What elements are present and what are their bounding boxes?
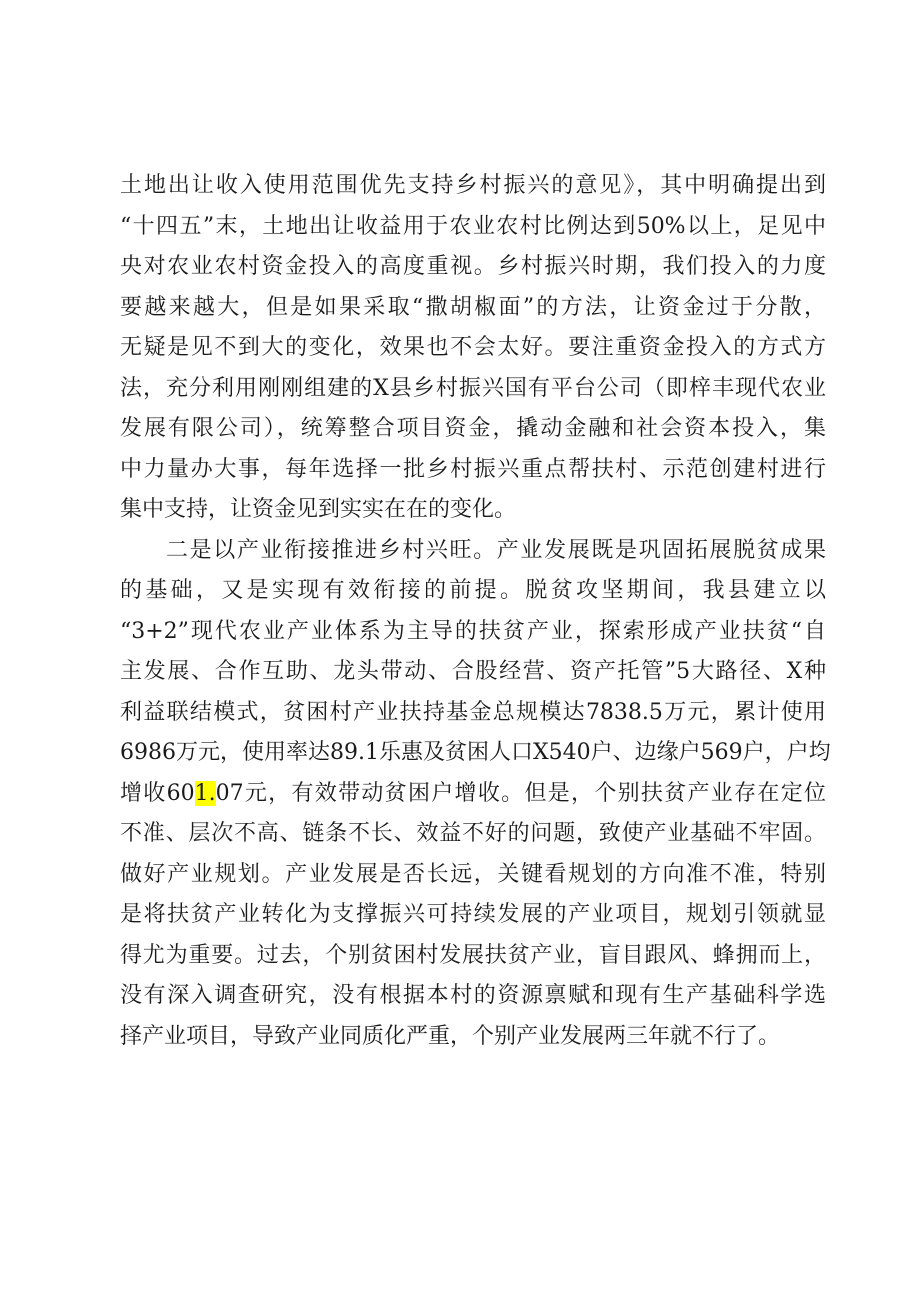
text-line: 法，充分利用刚刚组建的X县乡村振兴国有平台公司（即梓丰现代农业 xyxy=(120,375,826,401)
text-line: 无疑是见不到大的变化，效果也不会太好。要注重资金投入的方式方 xyxy=(120,335,826,360)
text-line: 土地出让收入使用范围优先支持乡村振兴的意见》，其中明确提出到 xyxy=(120,173,826,198)
text-line: 中力量办大事，每年选择一批乡村振兴重点帮扶村、示范创建村进行 xyxy=(120,456,826,482)
text-line: 央对农业农村资金投入的高度重视。乡村振兴时期，我们投入的力度 xyxy=(120,254,826,279)
text-line: 没有深入调查研究，没有根据本村的资源禀赋和现有生产基础科学选 xyxy=(120,983,826,1008)
text-line: 发展有限公司），统筹整合项目资金，撬动金融和社会资本投入，集 xyxy=(120,416,826,441)
text-line: 主发展、合作互助、龙头带动、合股经营、资产托管”5大路径、X种 xyxy=(120,659,826,684)
text-line-with-highlight xyxy=(120,774,826,815)
text-line: 得尤为重要。过去，个别贫困村发展扶贫产业，盲目跟风、蜂拥而上， xyxy=(120,942,826,968)
text-line: 的基础，又是实现有效衔接的前提。脱贫攻坚期间，我县建立以 xyxy=(120,578,826,603)
text-line: “十四五”末，土地出让收益用于农业农村比例达到50%以上，足见中 xyxy=(120,213,826,239)
text-line: 择产业项目，导致产业同质化严重，个别产业发展两三年就不行了。 xyxy=(120,1023,781,1049)
text-line: 是将扶贫产业转化为支撑振兴可持续发展的产业项目，规划引领就显 xyxy=(120,902,826,927)
paragraph-2 xyxy=(120,531,831,1058)
highlighted-text: 1. xyxy=(194,780,216,806)
paragraph-1 xyxy=(120,166,826,531)
document-body xyxy=(120,166,831,1057)
text-line: 做好产业规划。产业发展是否长远，关键看规划的方向准不准，特别 xyxy=(120,861,826,887)
text-line: 集中支持，让资金见到实实在在的变化。 xyxy=(120,497,517,522)
text-line: 不准、层次不高、链条不长、效益不好的问题，致使产业基础不牢固。 xyxy=(120,821,826,846)
text-line: 6986万元，使用率达89.1乐惠及贫困人口X540户、边缘户569户，户均 xyxy=(120,740,831,765)
text-segment: 增收60 xyxy=(120,780,195,806)
text-segment: 07元，有效带动贫困户增收。但是，个别扶贫产业存在定位 xyxy=(215,780,826,806)
text-line: 要越来越大，但是如果采取“撒胡椒面”的方法，让资金过于分散， xyxy=(120,294,826,320)
text-line: 利益联结模式，贫困村产业扶持基金总规模达7838.5万元，累计使用 xyxy=(120,699,826,725)
text-line: 二是以产业衔接推进乡村兴旺。产业发展既是巩固拓展脱贫成果 xyxy=(166,537,826,563)
text-line: “3+2”现代农业产业体系为主导的扶贫产业，探索形成产业扶贫“自 xyxy=(120,618,826,644)
